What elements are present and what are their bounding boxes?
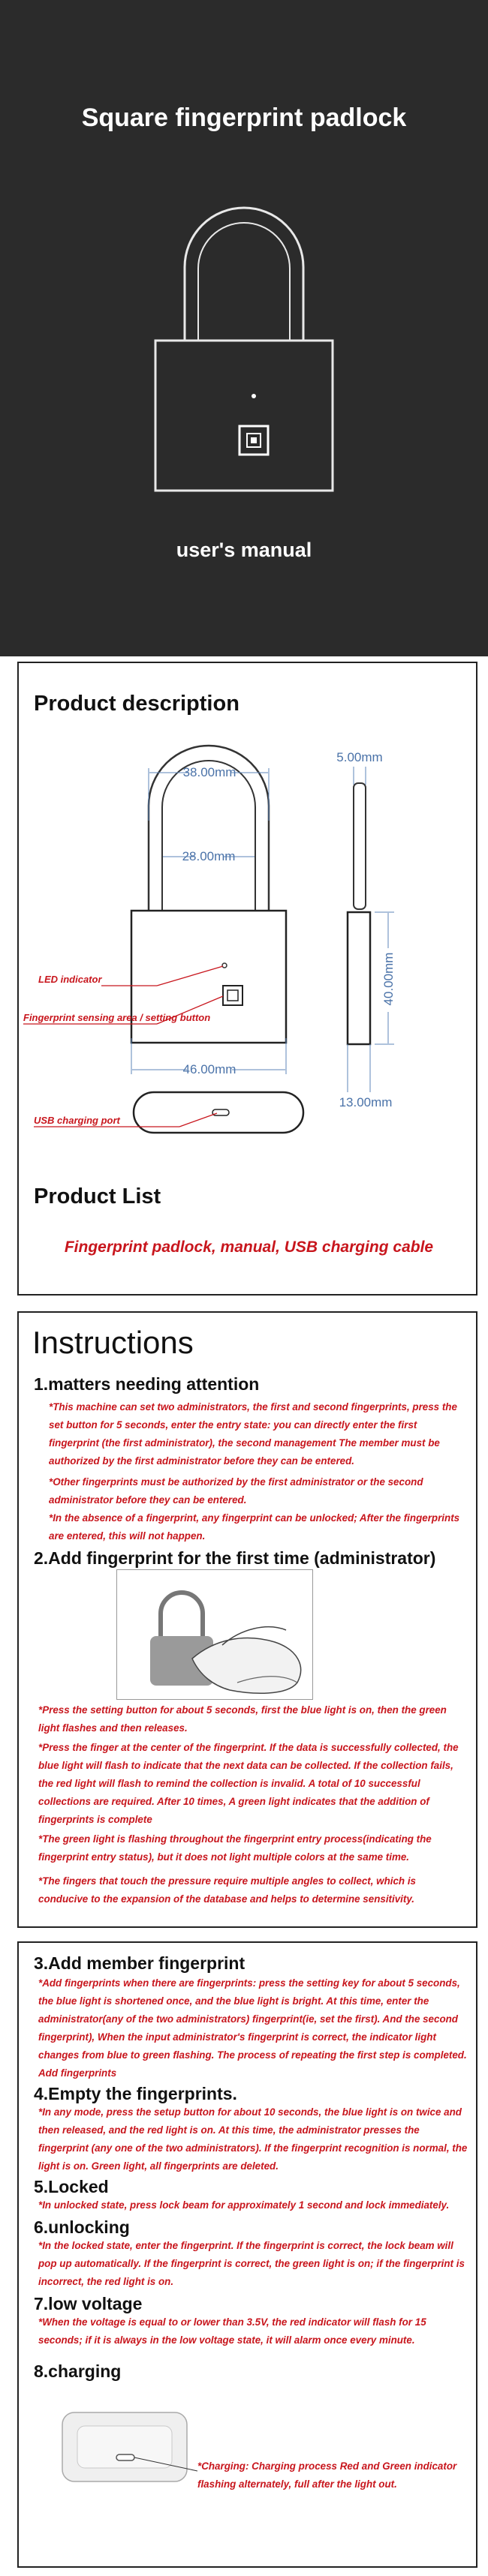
product-description-panel bbox=[17, 662, 477, 1296]
product-description-heading: Product description bbox=[34, 692, 239, 716]
s5-note-1: *In unlocked state, press lock beam for approximately 1 second and lock immediately. bbox=[38, 2199, 450, 2211]
cover-section bbox=[0, 0, 488, 656]
s1-note-3: *In the absence of a fingerprint, any fingerprint can be unlocked; After the fingerprints are entered, this will not happen. bbox=[49, 1512, 460, 1542]
dim-body-height: 40.00mm bbox=[381, 952, 396, 1006]
instructions-title: Instructions bbox=[32, 1325, 194, 1360]
product-list-heading: Product List bbox=[34, 1184, 161, 1208]
dim-shackle-thickness: 5.00mm bbox=[336, 750, 383, 764]
section-7-heading: 7.low voltage bbox=[34, 2294, 143, 2313]
usb-charging-illustration bbox=[47, 2396, 197, 2492]
s2-note-3: *The green light is flashing throughout the fingerprint entry process(indicating the fingerprint entry status), but it does not light multiple colors at the same time. bbox=[38, 1833, 432, 1863]
dim-inner-width: 28.00mm bbox=[182, 849, 236, 863]
instructions-panel-2 bbox=[17, 1941, 477, 2568]
s8-note-1: *Charging: Charging process Red and Green indicator flashing alternately, full after the light out. bbox=[197, 2460, 457, 2490]
section-3-heading: 3.Add member fingerprint bbox=[34, 1953, 246, 1973]
section-4-heading: 4.Empty the fingerprints. bbox=[34, 2084, 237, 2103]
section-2-heading: 2.Add fingerprint for the first time (administrator) bbox=[34, 1548, 436, 1568]
s3-note-1: *Add fingerprints when there are fingerprints: press the setting key for about 5 seconds, the blue light is shortened once, and the blue light is bright. At this time, enter the administrator(any of the two administrators) fingerprint(ie, set the first). And the second fingerprint), When the input administrator's fingerprint is correct, the indicator light changes from blue to green flashing. The process of repeating the first step is completed. Add fingerprints bbox=[38, 1977, 467, 2079]
s6-note-1: *In the locked state, enter the fingerprint. If the fingerprint is correct, the lock beam will pop up automatically. If the fingerprint is correct, the green light is on; if the fingerprint is incorrect, the red light is on. bbox=[38, 2240, 465, 2287]
section-8-heading: 8.charging bbox=[34, 2361, 122, 2381]
section-6-heading: 6.unlocking bbox=[34, 2217, 130, 2237]
callout-led: LED indicator bbox=[38, 974, 102, 985]
finger-press-illustration bbox=[116, 1569, 313, 1700]
dim-outer-width: 38.00mm bbox=[182, 765, 236, 779]
instructions-panel-1 bbox=[17, 1311, 477, 1928]
callout-usb: USB charging port bbox=[34, 1115, 120, 1126]
cover-subtitle: user's manual bbox=[176, 539, 312, 561]
s2-note-4: *The fingers that touch the pressure require multiple angles to collect, which is conducive to the expansion of the database and helps to determine sensitivity. bbox=[38, 1875, 416, 1905]
callout-sensor: Fingerprint sensing area / setting button bbox=[23, 1012, 211, 1023]
s2-note-2: *Press the finger at the center of the fingerprint. If the data is successfully collected, the blue light will flash to indicate that the next data can be collected. If the collection fails, the red light will flash to remind the collection is invalid. A total of 10 successful collections are required. After 10 times, A green light indicates that the addition of fingerprints is complete bbox=[38, 1742, 459, 1825]
s1-note-1: *This machine can set two administrators, the first and second fingerprints, press the set button for 5 seconds, enter the entry state: you can directly enter the first fingerprint (the first administrator), the second management The member must be authorized by the first administrator before they can be entered. bbox=[49, 1401, 457, 1467]
s7-note-1: *When the voltage is equal to or lower than 3.5V, the red indicator will flash for 15 seconds; if it is always in the low voltage state, it will alarm once every minute. bbox=[38, 2316, 426, 2346]
s2-note-1: *Press the setting button for about 5 seconds, first the blue light is on, then the green light flashes and then releases. bbox=[38, 1704, 447, 1734]
section-5-heading: 5.Locked bbox=[34, 2177, 109, 2196]
dim-body-width: 46.00mm bbox=[182, 1062, 236, 1076]
section-1-heading: 1.matters needing attention bbox=[34, 1374, 260, 1394]
s4-note-1: *In any mode, press the setup button for about 10 seconds, the blue light is on twice and then released, and the red light is on. At this time, the administrator presses the fingerprint (any one of the two administrators). If the fingerprint recognition is normal, the light is on. Green light, all fingerprints are deleted. bbox=[38, 2106, 468, 2172]
s1-note-2: *Other fingerprints must be authorized by the first administrator or the second administrator before they can be entered. bbox=[49, 1476, 423, 1506]
led-dot bbox=[252, 394, 256, 398]
product-list-text: Fingerprint padlock, manual, USB charging cable bbox=[64, 1238, 434, 1256]
cover-title: Square fingerprint padlock bbox=[81, 104, 407, 132]
dim-body-thickness: 13.00mm bbox=[339, 1095, 393, 1109]
